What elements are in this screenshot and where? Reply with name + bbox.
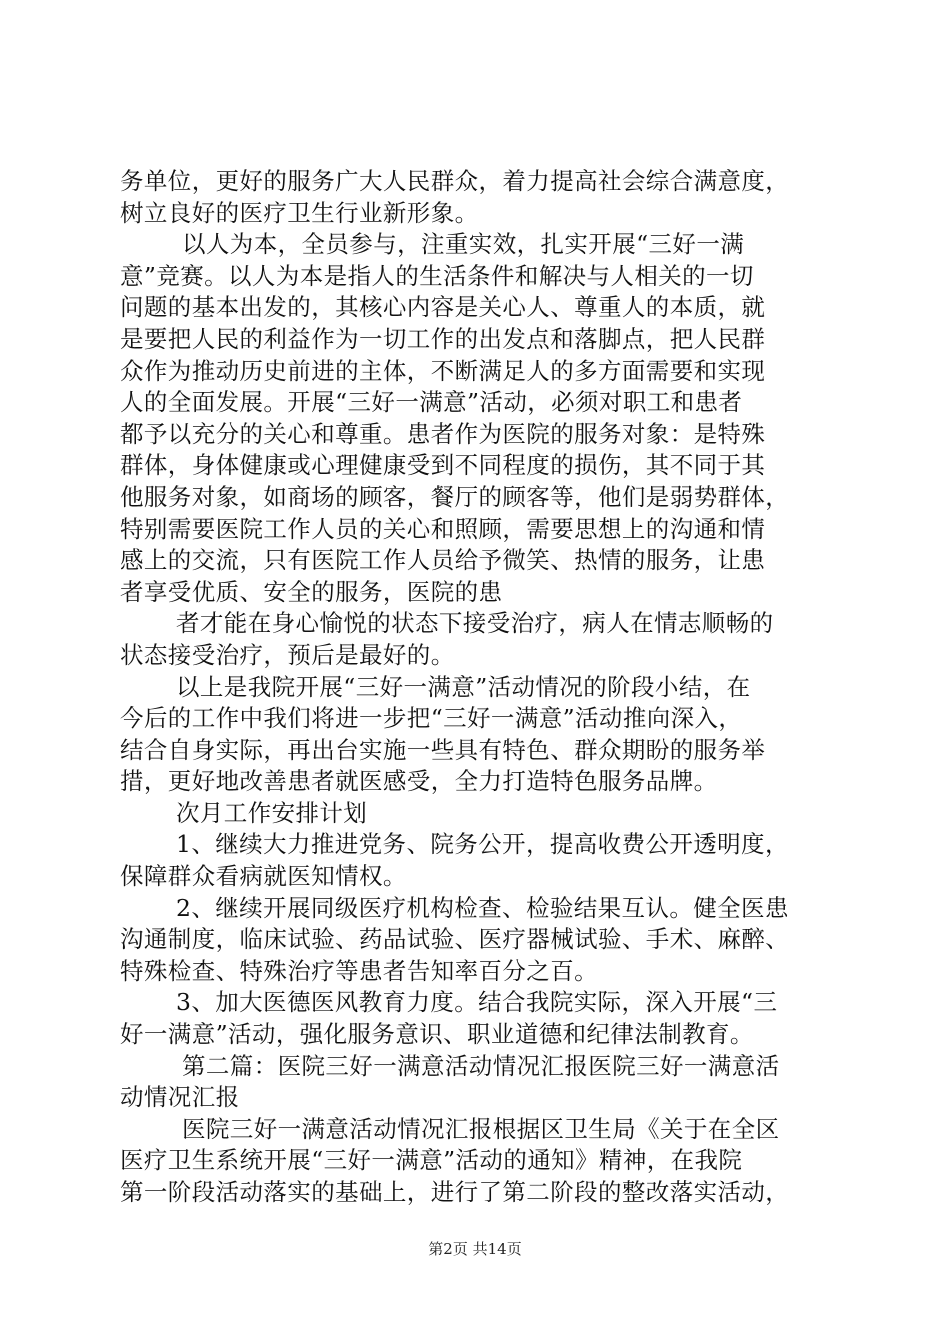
- text-line: 2、继续开展同级医疗机构检查、检验结果互认。健全医患: [176, 893, 789, 922]
- text-line: 者才能在身心愉悦的状态下接受治疗，病人在情志顺畅的: [176, 609, 774, 638]
- text-line: 都予以充分的关心和尊重。患者作为医院的服务对象：是特殊: [120, 419, 766, 448]
- text-line: 医疗卫生系统开展“三好一满意”活动的通知》精神，在我院: [120, 1146, 743, 1175]
- text-line: 群体，身体健康或心理健康受到不同程度的损伤，其不同于其: [120, 451, 766, 480]
- text-line: 医院三好一满意活动情况汇报根据区卫生局《关于在全区: [182, 1114, 780, 1143]
- text-line: 1、继续大力推进党务、院务公开，提高收费公开透明度，: [176, 830, 789, 859]
- text-line: 意”竞赛。以人为本是指人的生活条件和解决与人相关的一切: [120, 261, 754, 290]
- text-line: 以人为本，全员参与，注重实效，扎实开展“三好一满: [182, 230, 745, 259]
- section-heading: 第二篇：医院三好一满意活动情况汇报医院三好一满意活: [182, 1051, 780, 1080]
- text-line: 特殊检查、特殊治疗等患者告知率百分之百。: [120, 956, 598, 985]
- text-line: 结合自身实际，再出台实施一些具有特色、群众期盼的服务举: [120, 735, 766, 764]
- text-line: 以上是我院开展“三好一满意”活动情况的阶段小结，在: [176, 672, 751, 701]
- text-line: 人的全面发展。开展“三好一满意”活动，必须对职工和患者: [120, 388, 743, 417]
- text-line: 动情况汇报: [120, 1083, 240, 1112]
- text-line: 感上的交流，只有医院工作人员给予微笑、热情的服务，让患: [120, 546, 766, 575]
- text-line: 3、加大医德医风教育力度。结合我院实际，深入开展“三: [176, 988, 778, 1017]
- section-heading: 次月工作安排计划: [176, 798, 368, 827]
- text-line: 他服务对象，如商场的顾客，餐厅的顾客等，他们是弱势群体，: [120, 482, 790, 511]
- text-line: 者享受优质、安全的服务，医院的患: [120, 577, 503, 606]
- text-line: 问题的基本出发的，其核心内容是关心人、尊重人的本质，就: [120, 293, 766, 322]
- text-line: 沟通制度，临床试验、药品试验、医疗器械试验、手术、麻醉、: [120, 925, 790, 954]
- page-number: 第2页 共14页: [428, 1240, 522, 1258]
- text-line: 树立良好的医疗卫生行业新形象。: [120, 198, 479, 227]
- text-line: 措，更好地改善患者就医感受，全力打造特色服务品牌。: [120, 767, 718, 796]
- text-line: 好一满意”活动，强化服务意识、职业道德和纪律法制教育。: [120, 1020, 754, 1049]
- document-body: [120, 166, 832, 1209]
- page-footer: [0, 1238, 950, 1259]
- text-line: 第一阶段活动落实的基础上，进行了第二阶段的整改落实活动，: [120, 1178, 790, 1206]
- text-line: 保障群众看病就医知情权。: [120, 862, 407, 891]
- text-line: 状态接受治疗，预后是最好的。: [120, 640, 455, 669]
- text-line: 特别需要医院工作人员的关心和照顾，需要思想上的沟通和情: [120, 514, 766, 543]
- text-line: 今后的工作中我们将进一步把“三好一满意”活动推向深入，: [120, 704, 743, 733]
- text-line: 是要把人民的利益作为一切工作的出发点和落脚点，把人民群: [120, 324, 766, 353]
- text-line: 务单位，更好的服务广大人民群众，着力提高社会综合满意度，: [120, 167, 790, 195]
- text-line: 众作为推动历史前进的主体，不断满足人的多方面需要和实现: [120, 356, 766, 385]
